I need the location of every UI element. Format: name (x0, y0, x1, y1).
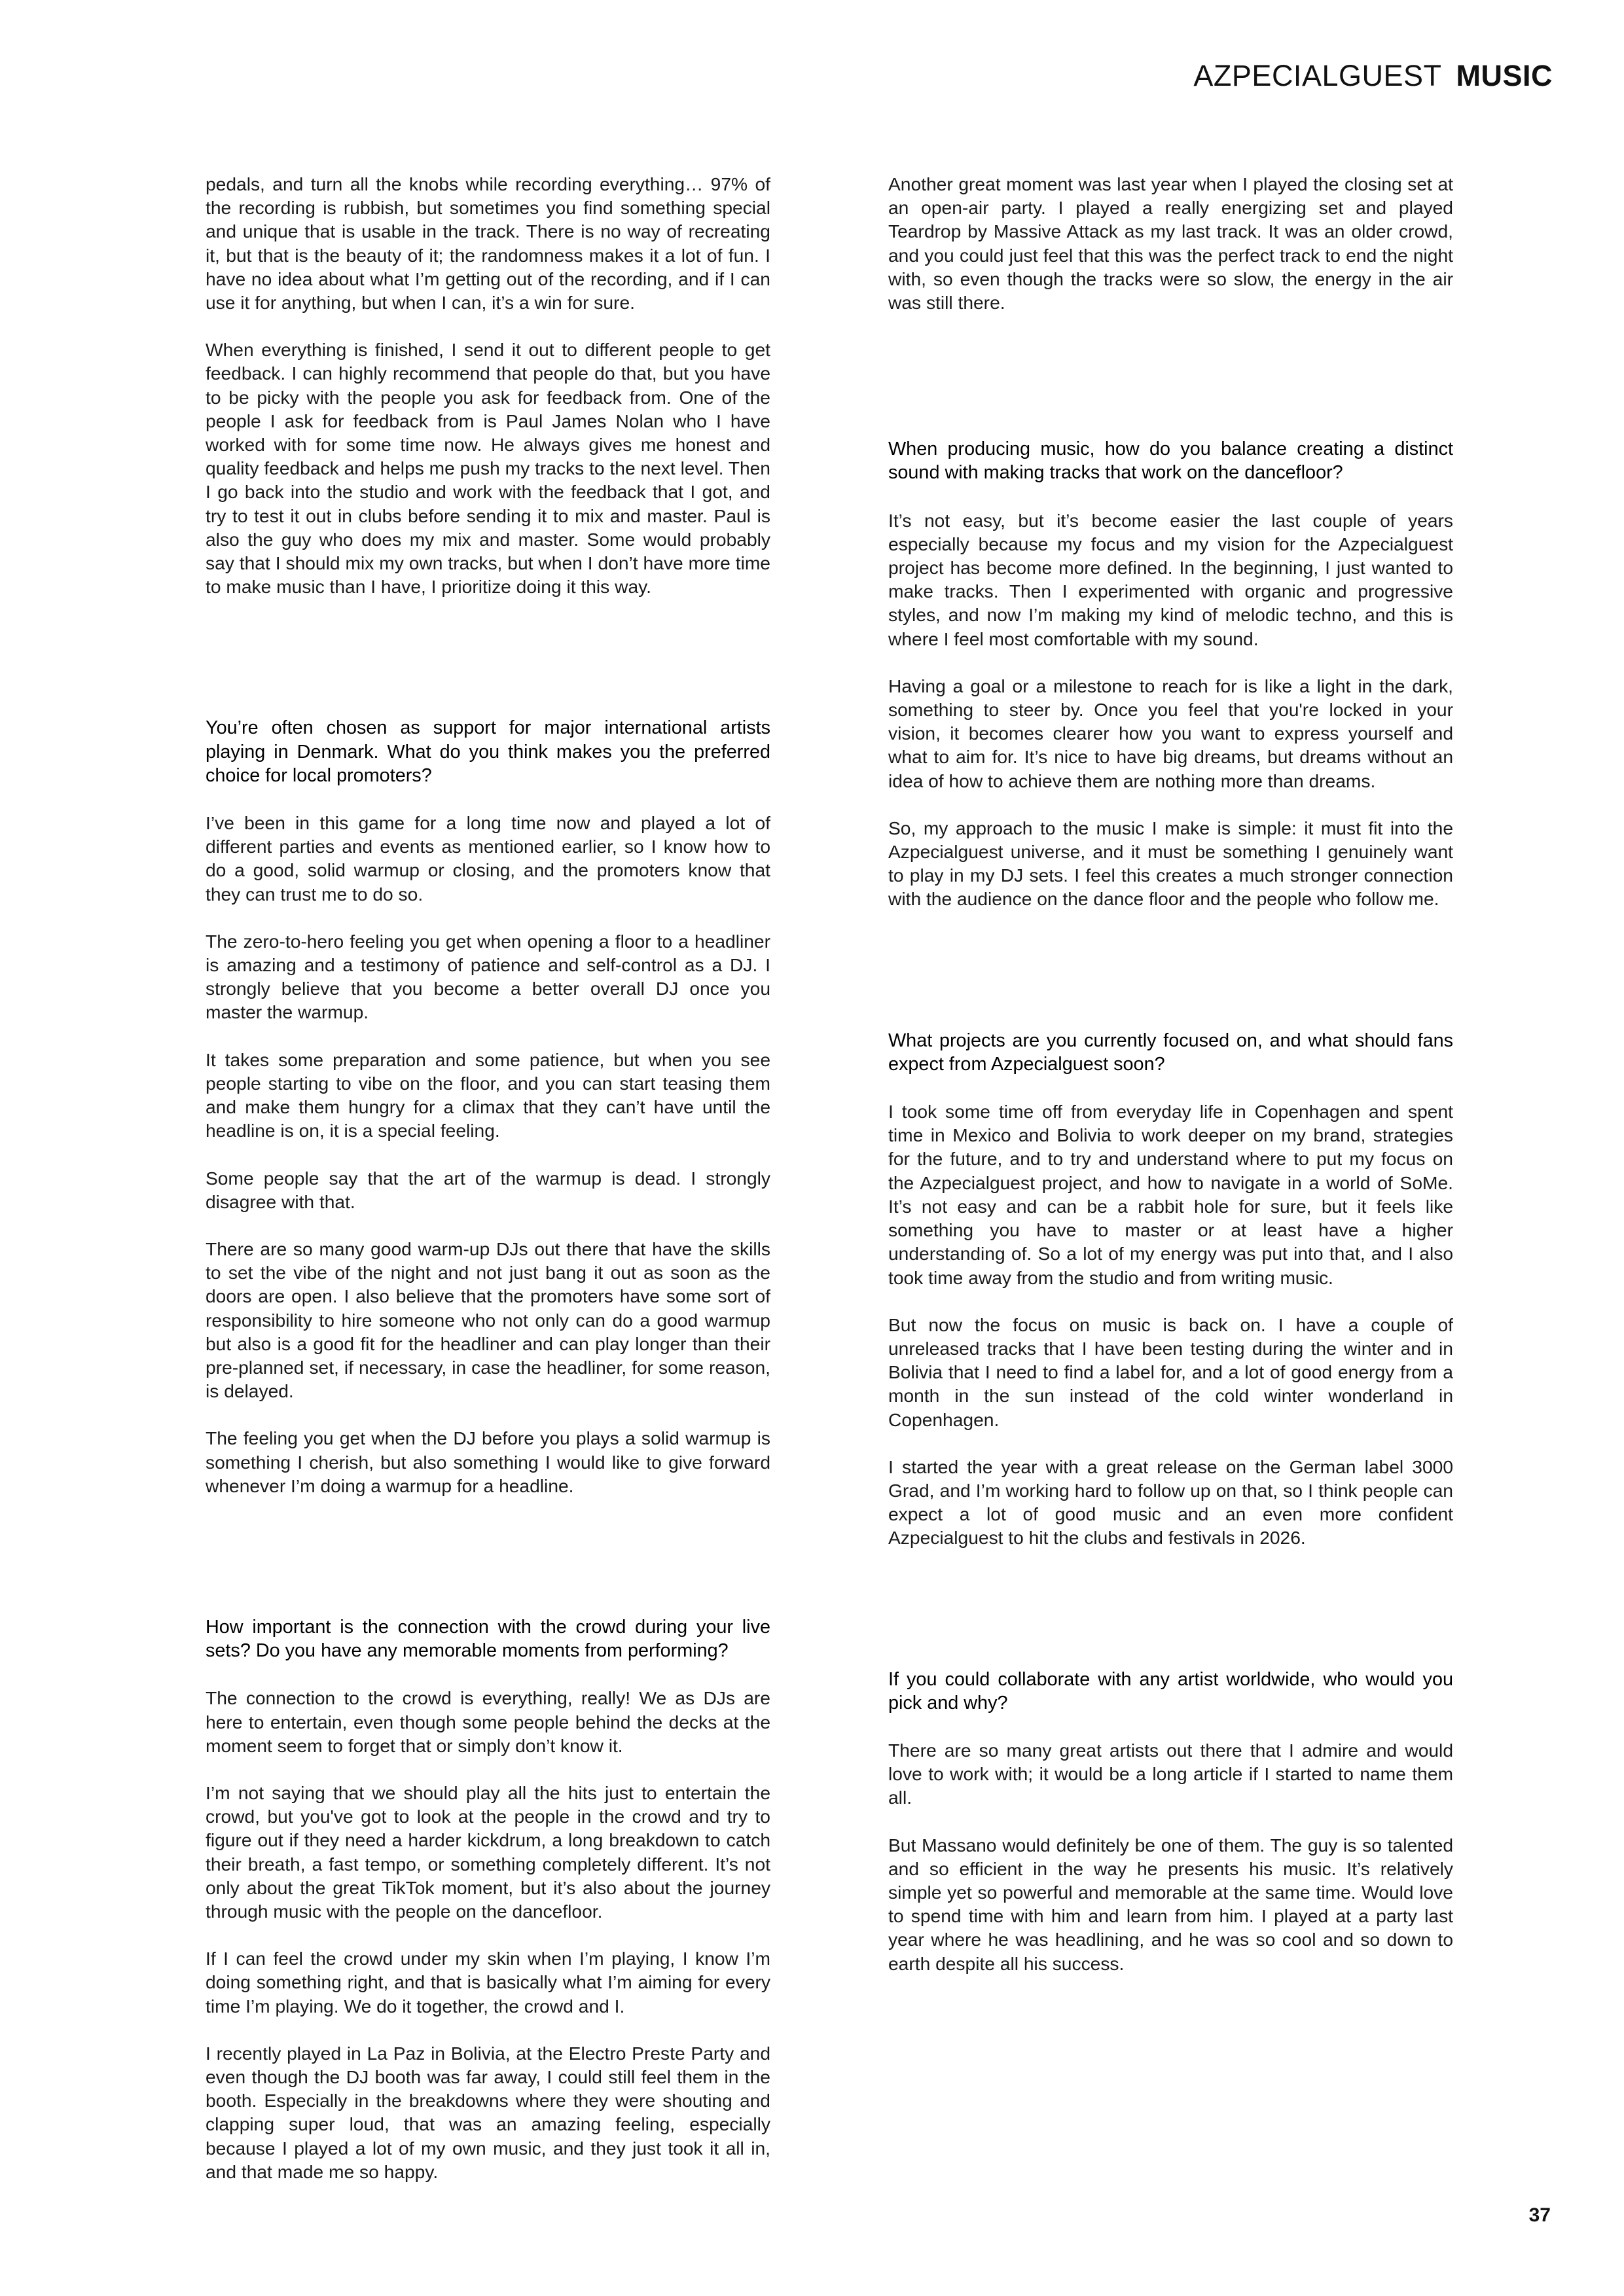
answer-paragraph: If I can feel the crowd under my skin when I’m playing, I know I’m doing something right, and that is basically what I’m aiming for every time I’m playing. We do it together, the crowd and I. (206, 1948, 770, 2017)
section-spacer (206, 622, 770, 716)
answer-paragraph: Having a goal or a milestone to reach for is like a light in the dark, something to steer by. Once you feel that you're locked in your vision, it becomes clearer how you want to express yourself and what to aim for. It’s nice to have big dreams, but dreams without an idea of how to achieve them are nothing more than dreams. (888, 675, 1453, 791)
answer-paragraph: I’m not saying that we should play all the hits just to entertain the crowd, but you've got to look at the people in the crowd and try to figure out if they need a harder kickdrum, a long breakdown to catch their breath, a fast tempo, or something completely different. It’s not only about the great TikTok moment, but it’s also about the journey through music with the people on the dancefloor. (206, 1782, 770, 1922)
answer-paragraph: But now the focus on music is back on. I have a couple of unreleased tracks that I have been testing during the winter and in Bolivia that I need to find a label for, and a lot of good energy from a month in the sun instead of the cold winter wonderland in Copenhagen. (888, 1314, 1453, 1430)
right-column (888, 172, 1453, 1999)
answer-paragraph: It takes some preparation and some patience, but when you see people starting to vibe on the floor, and you can start teasing them and make them hungry for a climax that they can’t have until the headline is on, it is a special feeling. (206, 1049, 770, 1141)
running-header (1193, 59, 1553, 93)
answer-paragraph: Some people say that the art of the warmup is dead. I strongly disagree with that. (206, 1167, 770, 1212)
header-section-name: MUSIC (1456, 59, 1553, 92)
answer-paragraph: So, my approach to the music I make is simple: it must fit into the Azpecialguest universe, and it must be something I genuinely want to play in my DJ sets. I feel this creates a much stronger connection with the audience on the dance floor and the people who follow me. (888, 817, 1453, 910)
interview-question: When producing music, how do you balance creating a distinct sound with making tracks that work on the dancefloor? (888, 439, 1453, 484)
left-column (206, 172, 770, 2207)
answer-paragraph: The feeling you get when the DJ before you plays a solid warmup is something I cherish, but also something I would like to give forward whenever I’m doing a warmup for a headline. (206, 1427, 770, 1496)
body-paragraph: When everything is finished, I send it out to different people to get feedback. I can highly recommend that people do that, but you have to be picky with the people you ask for feedback from. One of the people I ask for feedback from is Paul James Nolan who I have worked with for some time now. He always gives me honest and quality feedback and helps me push my tracks to the next level. Then I go back into the studio and work with the feedback that I got, and try to test it out in clubs before sending it to mix and master. Paul is also the guy who does my mix and master. Some would probably say that I should mix my own tracks, but when I don’t have more time to make music than I have, I prioritize doing it this way. (206, 339, 770, 598)
interview-question: What projects are you currently focused on, and what should fans expect from Azpecialguest soon? (888, 1030, 1453, 1075)
page-number: 37 (1528, 2204, 1551, 2226)
answer-paragraph: There are so many good warm-up DJs out there that have the skills to set the vibe of the night and not just bang it out as soon as the doors are open. I also believe that the promoters have some sort of responsibility to hire someone who not only can do a good warmup but also is a good fit for the headliner and can play longer than their pre-planned set, if necessary, in case the headliner, for some reason, is delayed. (206, 1238, 770, 1402)
answer-paragraph: The zero-to-hero feeling you get when opening a floor to a headliner is amazing and a testimony of patience and self-control as a DJ. I strongly believe that you become a better overall DJ once you master the warmup. (206, 930, 770, 1023)
answer-paragraph: It’s not easy, but it’s become easier the last couple of years especially because my focus and my vision for the Azpecialguest project has become more defined. In the beginning, I just wanted to make tracks. Then I experimented with organic and progressive styles, and now I’m making my kind of melodic techno, and this is where I feel most comfortable with my sound. (888, 509, 1453, 649)
answer-paragraph: But Massano would definitely be one of them. The guy is so talented and so efficient in the way he presents his music. It’s relatively simple yet so powerful and memorable at the same time. Would love to spend time with him and learn from him. I played at a party last year where he was headlining, and he was so cool and so down to earth despite all his success. (888, 1834, 1453, 1974)
interview-question: How important is the connection with the crowd during your live sets? Do you have any memorable moments from performing? (206, 1616, 770, 1662)
header-artist-name: AZPECIALGUEST (1193, 59, 1442, 92)
section-spacer (888, 1573, 1453, 1668)
interview-question: You’re often chosen as support for major international artists playing in Denmark. What do you think makes you the preferred choice for local promoters? (206, 717, 770, 786)
answer-paragraph: There are so many great artists out there that I admire and would love to work with; it would be a long article if I started to name them all. (888, 1739, 1453, 1808)
section-spacer (888, 935, 1453, 1029)
interview-question: If you could collaborate with any artist worldwide, who would you pick and why? (888, 1668, 1453, 1713)
answer-paragraph: I started the year with a great release on the German label 3000 Grad, and I’m working hard to follow up on that, so I think people can expect a lot of good music and an even more confident Azpecialguest to hit the clubs and festivals in 2026. (888, 1456, 1453, 1549)
section-spacer (206, 1521, 770, 1615)
body-paragraph: Another great moment was last year when I played the closing set at an open-air party. I played a really energizing set and played Teardrop by Massive Attack as my last track. It was an older crowd, and you could just feel that this was the perfect track to end the night with, so even though the tracks were so slow, the energy in the air was still there. (888, 173, 1453, 314)
body-paragraph: pedals, and turn all the knobs while recording everything… 97% of the recording is rubbish, but sometimes you find something special and unique that is usable in the track. There is no way of recreating it, but that is the beauty of it; the randomness makes it a lot of fun. I have no idea about what I’m getting out of the recording, and if I can use it for anything, but when I can, it’s a win for sure. (206, 173, 770, 314)
answer-paragraph: I took some time off from everyday life in Copenhagen and spent time in Mexico and Bolivia to work deeper on my brand, strategies for the future, and to try and understand where to put my focus on the Azpecialguest project, and how to navigate in a world of SoMe. It’s not easy and can be a rabbit hole for sure, but it feels like something you have to master or at least have a higher understanding of. So a lot of my energy was put into that, and I also took time away from the studio and from writing music. (888, 1101, 1453, 1288)
answer-paragraph: I recently played in La Paz in Bolivia, at the Electro Preste Party and even though the DJ booth was far away, I could still feel them in the booth. Especially in the breakdowns where they were shouting and clapping super loud, that was an amazing feeling, especially because I played a lot of my own music, and they just took it all in, and that made me so happy. (206, 2042, 770, 2182)
section-spacer (888, 338, 1453, 437)
answer-paragraph: The connection to the crowd is everything, really! We as DJs are here to entertain, even though some people behind the decks at the moment seem to forget that or simply don’t know it. (206, 1687, 770, 1756)
answer-paragraph: I’ve been in this game for a long time now and played a lot of different parties and events as mentioned earlier, so I know how to do a good, solid warmup or closing, and the promoters know that they can trust me to do so. (206, 812, 770, 905)
